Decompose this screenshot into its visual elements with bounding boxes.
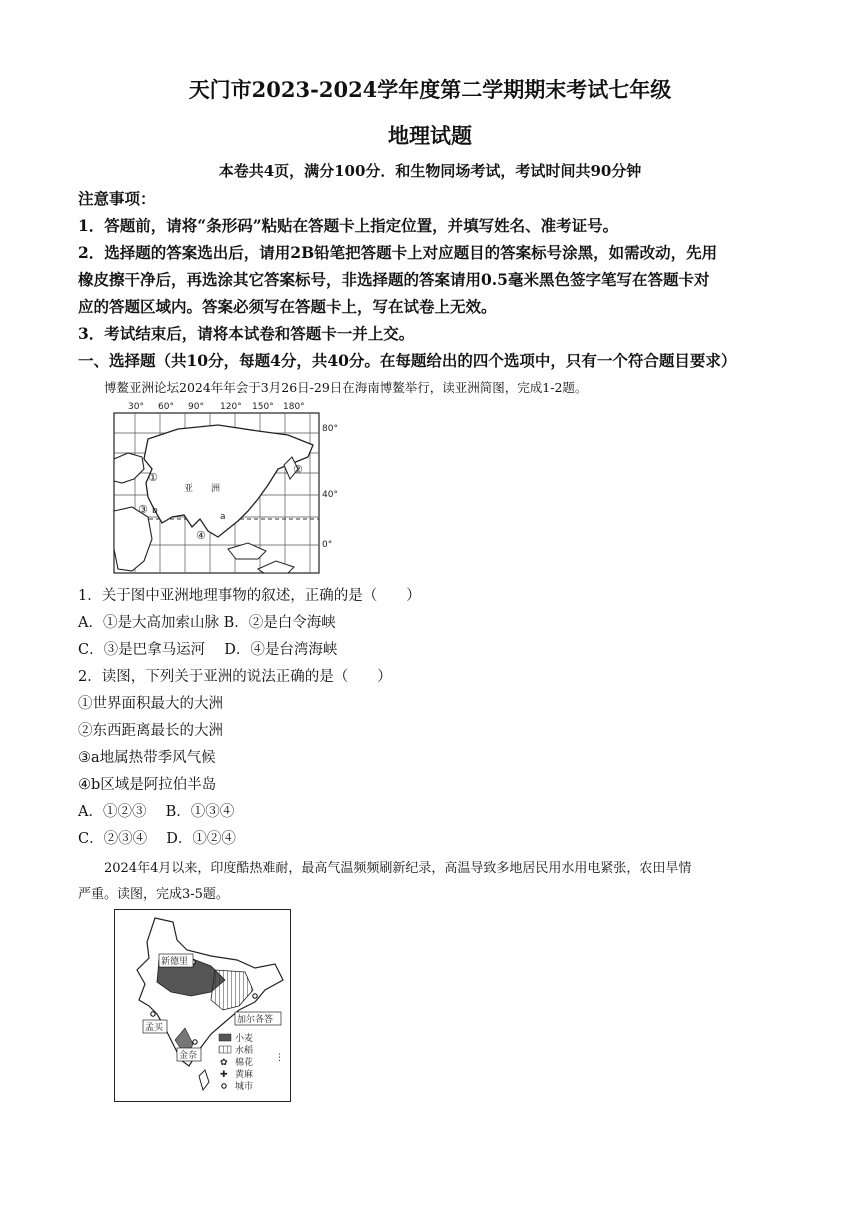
note-line-2: 2．选择题的答案选出后，请用2B铅笔把答题卡上对应题目的答案标号涂黑，如需改动，先用 <box>78 243 718 262</box>
legend-cotton-icon: ✿ <box>220 1058 228 1068</box>
map1-lat-label: 0° <box>322 540 333 550</box>
notes-heading: 注意事项： <box>78 189 156 208</box>
q2-stem: 2．读图，下列关于亚洲的说法正确的是（ ） <box>78 669 392 685</box>
note-line-4: 应的答题区域内。答案必须写在答题卡上，写在试卷上无效。 <box>78 297 497 316</box>
q1-options-cd: C．③是巴拿马运河 D．④是台湾海峡 <box>78 642 338 658</box>
map1-lat-label: 80° <box>322 424 338 434</box>
note-line-1: 1．答题前，请将“条形码”粘贴在答题卡上指定位置，并填写姓名、准考证号。 <box>78 216 619 235</box>
note-line-5: 3．考试结束后，请将本试卷和答题卡一并上交。 <box>78 324 415 343</box>
legend-wheat: 小麦 <box>235 1034 254 1044</box>
map1-lon-label: 120° <box>220 402 242 412</box>
exam-info: 本卷共4页，满分100分．和生物同场考试，考试时间共90分钟 <box>218 162 642 180</box>
q2-options-cd: C．②③④ D．①②④ <box>78 831 236 847</box>
map1-marker-3: ③ <box>138 503 148 516</box>
map1-lon-label: 90° <box>188 402 204 412</box>
legend-jute: 黄麻 <box>235 1070 254 1080</box>
q1-stem: 1．关于图中亚洲地理事物的叙述，正确的是（ ） <box>78 588 421 604</box>
intro-2-line-1: 2024年4月以来，印度酷热难耐，最高气温频频刷新纪录，高温导致多地居民用水用电紧张，农田旱情 <box>104 861 692 876</box>
map1-marker-1: ① <box>148 471 158 484</box>
svg-text:⋮: ⋮ <box>275 1053 284 1063</box>
asia-map <box>108 399 338 579</box>
map1-lon-label: 30° <box>128 402 144 412</box>
map1-lon-label: 60° <box>158 402 174 412</box>
map2-city-newdelhi: 新德里 <box>161 957 189 967</box>
section-heading: 一、选择题（共10分，每题4分，共40分。在每题给出的四个选项中，只有一个符合题目要求） <box>78 351 737 370</box>
map1-marker-2: ② <box>293 463 303 476</box>
legend-cotton: 棉花 <box>235 1058 254 1068</box>
legend-jute-icon: ✚ <box>220 1070 228 1080</box>
map2-city-kolkata: 加尔各答 <box>237 1015 274 1025</box>
map2-city-mumbai: 孟买 <box>145 1023 164 1033</box>
map1-region-label: 亚 洲 <box>184 484 221 494</box>
exam-title: 天门市2023-2024学年度第二学期期末考试七年级 <box>188 77 672 102</box>
q2-statement: ①世界面积最大的大洲 <box>78 696 223 712</box>
intro-1: 博鳌亚洲论坛2024年年会于3月26日-29日在海南博鳌举行，读亚洲简图，完成1-2题。 <box>104 380 588 395</box>
map1-label-a: a <box>220 512 226 522</box>
map1-lon-label: 150° <box>252 402 274 412</box>
map1-lat-label: 40° <box>322 490 338 500</box>
intro-2-line-2: 严重。读图，完成3-5题。 <box>78 887 229 902</box>
exam-subtitle: 地理试题 <box>388 123 472 148</box>
note-line-3: 橡皮擦干净后，再选涂其它答案标号，非选择题的答案请用0.5毫米黑色签字笔写在答题卡对 <box>78 270 710 289</box>
legend-city-icon <box>222 1084 226 1088</box>
legend-rice: 水稻 <box>235 1046 254 1056</box>
india-map <box>114 909 291 1102</box>
q1-options-ab: A．①是大高加索山脉 B．②是白令海峡 <box>78 615 336 631</box>
q2-statement: ②东西距离最长的大洲 <box>78 723 223 739</box>
map1-lon-label: 180° <box>283 402 305 412</box>
q2-options-ab: A．①②③ B．①③④ <box>78 804 235 820</box>
map1-label-b: b <box>152 506 158 516</box>
map2-city-chennai: 金奈 <box>179 1051 198 1061</box>
q2-statement: ④b区域是阿拉伯半岛 <box>78 777 217 793</box>
map1-marker-4: ④ <box>196 529 206 542</box>
legend-city: 城市 <box>235 1082 254 1092</box>
q2-statement: ③a地属热带季风气候 <box>78 750 216 766</box>
